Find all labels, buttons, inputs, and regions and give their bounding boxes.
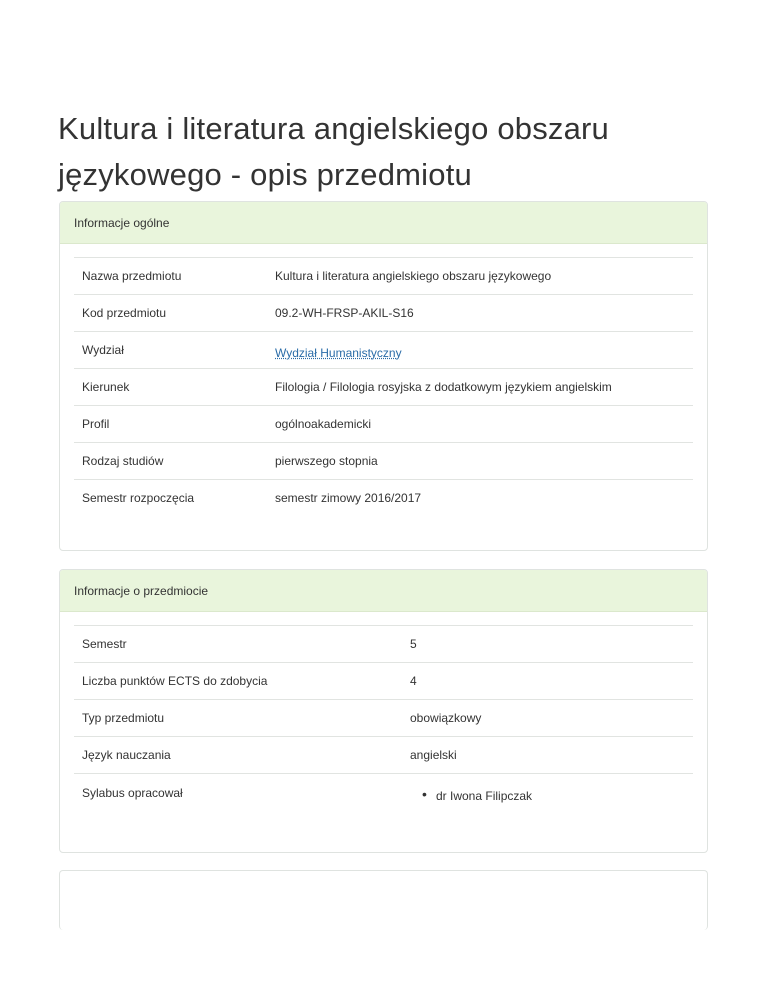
row-value: obowiązkowy [410, 711, 482, 725]
table-row [74, 258, 693, 295]
page-title: Kultura i literatura angielskiego obszaru językowego - opis przedmiotu [58, 111, 610, 192]
table-row [74, 332, 693, 369]
row-label: Wydział [82, 343, 124, 357]
row-value: 09.2-WH-FRSP-AKIL-S16 [275, 306, 414, 320]
row-label: Język nauczania [82, 748, 171, 762]
table-row [74, 480, 693, 517]
row-label: Semestr [82, 637, 127, 651]
row-label: Sylabus opracował [82, 786, 183, 800]
list-item [422, 786, 693, 803]
subject-info-panel [59, 569, 708, 853]
table-row [74, 369, 693, 406]
general-info-heading: Informacje ogólne [60, 202, 707, 244]
author-name: dr Iwona Filipczak [436, 789, 533, 803]
row-value: Filologia / Filologia rosyjska z dodatkowym językiem angielskim [275, 380, 612, 394]
row-label: Rodzaj studiów [82, 454, 164, 468]
table-row [74, 663, 693, 700]
row-value: semestr zimowy 2016/2017 [275, 491, 422, 506]
faculty-link[interactable]: Wydział Humanistyczny [275, 346, 402, 360]
row-value: 4 [410, 674, 417, 688]
row-label: Typ przedmiotu [82, 711, 165, 725]
row-value: angielski [410, 748, 457, 762]
row-value [402, 774, 693, 822]
row-value: pierwszego stopnia [275, 454, 378, 468]
row-label: Kod przedmiotu [82, 306, 167, 320]
row-value: ogólnoakademicki [275, 417, 372, 431]
table-row [74, 295, 693, 332]
table-row [74, 700, 693, 737]
next-panel [59, 870, 708, 930]
general-info-panel [59, 201, 708, 551]
row-value: 5 [410, 637, 417, 651]
row-value: Kultura i literatura angielskiego obszaru językowego [275, 269, 552, 283]
row-label: Nazwa przedmiotu [82, 269, 182, 283]
general-info-table [74, 257, 693, 517]
table-row [74, 443, 693, 480]
table-row [74, 626, 693, 663]
subject-info-heading: Informacje o przedmiocie [60, 570, 707, 612]
row-label: Semestr rozpoczęcia [82, 491, 195, 506]
row-label: Profil [82, 417, 110, 431]
row-value [267, 332, 693, 369]
row-label: Liczba punktów ECTS do zdobycia [82, 674, 268, 688]
bullet-icon: • [422, 786, 427, 802]
subject-info-table [74, 625, 693, 822]
row-label: Kierunek [82, 380, 130, 394]
table-row [74, 737, 693, 774]
table-row [74, 774, 693, 822]
table-row [74, 406, 693, 443]
author-list [410, 786, 693, 803]
